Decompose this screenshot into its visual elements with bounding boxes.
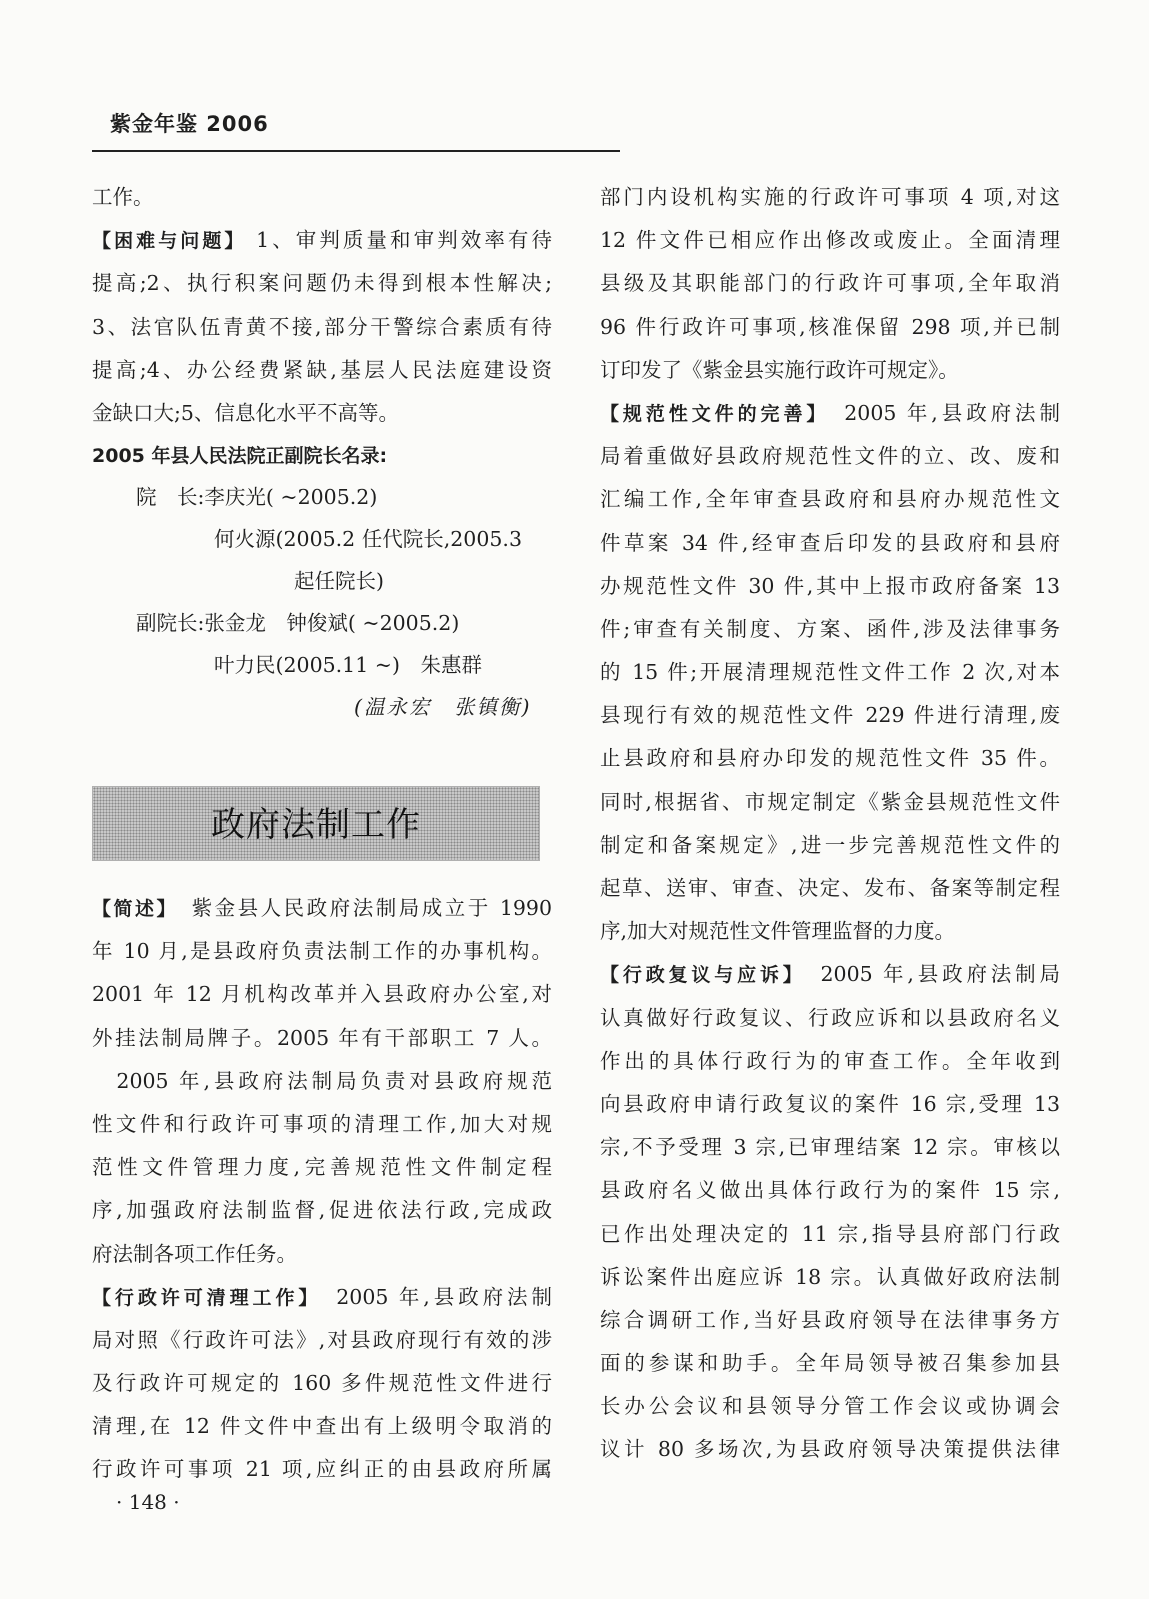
- text-line: 宗,不予受理 3 宗,已审理结案 12 宗。审核以: [600, 1135, 1060, 1160]
- text-line: 已作出处理决定的 11 宗,指导县府部门行政: [600, 1221, 1060, 1246]
- text-line: 提高;2、执行积案问题仍未得到根本性解决;: [92, 271, 552, 296]
- author-credit: (温永宏 张镇衡): [354, 695, 532, 719]
- section-tag: 【行政复议与应诉】: [600, 964, 797, 987]
- text-line: 提高;4、办公经费紧缺,基层人民法庭建设资: [92, 357, 552, 382]
- section-banner: [92, 786, 540, 861]
- text-line: 的 15 件;开展清理规范性文件工作 2 次,对本: [600, 660, 1060, 685]
- roster-row: 院 长:李庆光( ~2005.2): [136, 485, 378, 509]
- text-line: 年 10 月,是县政府负责法制工作的办事机构。: [92, 939, 552, 964]
- text-line: 96 件行政许可事项,核准保留 298 项,并已制: [600, 314, 1060, 339]
- section-tag: 【行政许可清理工作】: [92, 1286, 312, 1309]
- text-line: 长办公会议和县领导分管工作会议或协调会: [600, 1394, 1060, 1419]
- roster-row: 叶力民(2005.11 ~) 朱惠群: [214, 653, 482, 677]
- text-line: 订印发了《紫金县实施行政许可规定》。: [600, 357, 959, 382]
- text-line: 同时,根据省、市规定制定《紫金县规范性文件: [600, 789, 1060, 814]
- text-line: 向县政府申请行政复议的案件 16 宗,受理 13: [600, 1091, 1060, 1116]
- text-line: 范性文件管理力度,完善规范性文件制定程: [92, 1155, 552, 1180]
- text-line: 件;审查有关制度、方案、函件,涉及法律事务: [600, 616, 1060, 641]
- roster-heading: 2005 年县人民法院正副院长名录:: [92, 445, 388, 468]
- text-line: 性文件和行政许可事项的清理工作,加大对规: [92, 1111, 552, 1136]
- left-column-top: [92, 176, 552, 478]
- text-line: 件草案 34 件,经审查后印发的县政府和县府: [600, 530, 1060, 555]
- text-line: 面的参谋和助手。全年局领导被召集参加县: [600, 1351, 1060, 1376]
- text-line: 县政府名义做出具体行政行为的案件 15 宗,: [600, 1178, 1060, 1203]
- text-line: 县现行有效的规范性文件 229 件进行清理,废: [600, 703, 1060, 728]
- text-line: 局对照《行政许可法》,对县政府现行有效的涉: [92, 1327, 552, 1352]
- header-rule: [92, 150, 620, 152]
- text-line: 起草、送审、审查、决定、发布、备案等制定程: [600, 876, 1060, 900]
- text-line: 【困难与问题】 1、审判质量和审判效率有待: [92, 228, 552, 253]
- text-line: 金缺口大;5、信息化水平不高等。: [92, 400, 399, 425]
- text-line: 【规范性文件的完善】 2005 年,县政府法制: [600, 400, 1060, 425]
- text-line: 序,加大对规范性文件管理监督的力度。: [600, 919, 956, 944]
- text-line: 认真做好行政复议、行政应诉和以县政府名义: [600, 1005, 1060, 1030]
- roster-row: 副院长:张金龙 钟俊斌( ~2005.2): [136, 611, 460, 635]
- text-line: 2001 年 12 月机构改革并入县政府办公室,对: [92, 982, 552, 1007]
- text-line: 作出的具体行政行为的审查工作。全年收到: [600, 1048, 1060, 1073]
- text-line: 行政许可事项 21 项,应纠正的由县政府所属: [92, 1457, 552, 1482]
- roster-row: 何火源(2005.2 任代院长,2005.3: [214, 527, 522, 551]
- text-line: 【行政复议与应诉】 2005 年,县政府法制局: [600, 962, 1061, 987]
- text-line: 清理,在 12 件文件中查出有上级明令取消的: [92, 1414, 552, 1439]
- text-line: 县级及其职能部门的行政许可事项,全年取消: [600, 271, 1060, 296]
- text-line: 外挂法制局牌子。2005 年有干部职工 7 人。: [92, 1025, 552, 1050]
- section-tag: 【困难与问题】: [92, 230, 247, 253]
- text-line: 止县政府和县府办印发的规范性文件 35 件。: [600, 746, 1060, 771]
- text-line: 府法制各项工作任务。: [92, 1241, 297, 1266]
- page-header: 紫金年鉴 2006: [110, 112, 269, 136]
- section-title: 政府法制工作: [211, 805, 421, 845]
- text-line: 序,加强政府法制监督,促进依法行政,完成政: [92, 1198, 552, 1223]
- text-line: 12 件文件已相应作出修改或废止。全面清理: [600, 228, 1060, 253]
- text-line: 及行政许可规定的 160 多件规范性文件进行: [92, 1371, 552, 1396]
- page-number: · 148 ·: [116, 1490, 180, 1514]
- roster-row: 起任院长): [294, 569, 384, 593]
- text-line: 办规范性文件 30 件,其中上报市政府备案 13: [600, 573, 1060, 598]
- text-line: 议计 80 多场次,为县政府领导决策提供法律: [600, 1437, 1060, 1462]
- text-line: 【简述】 紫金县人民政府法制局成立于 1990: [92, 896, 552, 920]
- text-line: 综合调研工作,当好县政府领导在法律事务方: [600, 1307, 1060, 1332]
- section-tag: 【简述】: [92, 898, 169, 920]
- section-tag: 【规范性文件的完善】: [600, 402, 820, 425]
- text-line: 部门内设机构实施的行政许可事项 4 项,对这: [600, 185, 1060, 209]
- left-column-body: [92, 887, 552, 1492]
- text-line: 制定和备案规定》,进一步完善规范性文件的: [600, 832, 1060, 857]
- text-line: 汇编工作,全年审查县政府和县府办规范性文: [600, 487, 1060, 512]
- right-column: [600, 176, 1060, 1472]
- text-line: 局着重做好县政府规范性文件的立、改、废和: [600, 444, 1060, 469]
- text-line: 3、法官队伍青黄不接,部分干警综合素质有待: [92, 314, 552, 339]
- text-line: 【行政许可清理工作】 2005 年,县政府法制: [92, 1284, 552, 1309]
- text-line: 诉讼案件出庭应诉 18 宗。认真做好政府法制: [600, 1264, 1060, 1289]
- text-line: 工作。: [92, 185, 154, 209]
- text-line: 2005 年,县政府法制局负责对县政府规范: [92, 1068, 552, 1093]
